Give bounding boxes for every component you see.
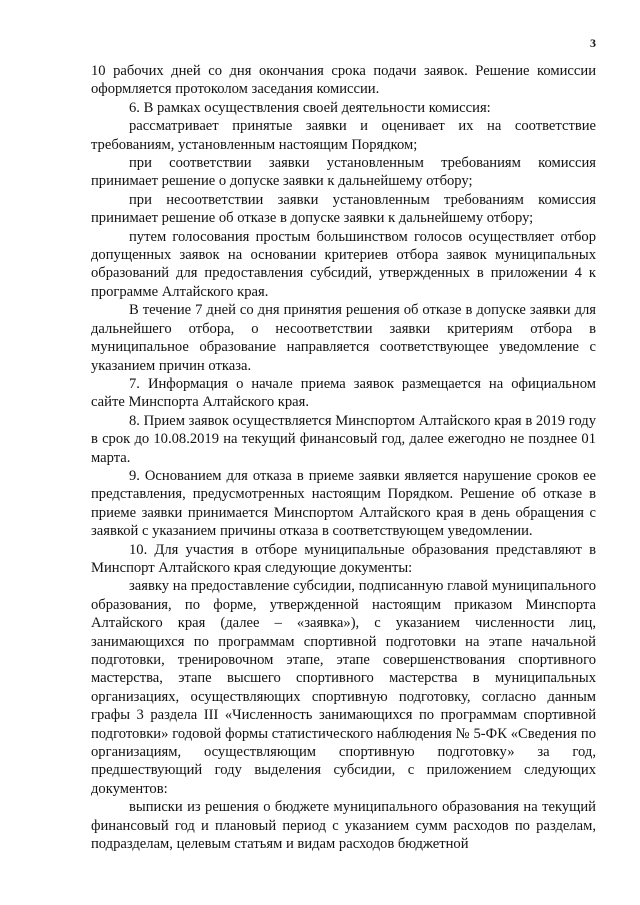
document-body <box>91 62 596 853</box>
paragraph-refusal-decision: при несоответствии заявки установленным требованиям комиссия принимает решение об отказе в допуске заявки к дальнейшему отбору; <box>91 191 596 227</box>
paragraph-item-9: 9. Основанием для отказа в приеме заявки является нарушение сроков ее представления, предусмотренных настоящим Порядком. Решение об отказе в приеме заявки принимается Минспортом Алтайского края в день обращения с заявкой с указанием причины отказа в соответствующем уведомлении. <box>91 467 596 540</box>
paragraph-voting-selection: путем голосования простым большинством голосов осуществляет отбор допущенных заявок на основании критериев отбора заявок муниципальных образований для предоставления субсидий, утвержденных в приложении 4 к программе Алтайского края. <box>91 228 596 300</box>
paragraph-continuation: 10 рабочих дней со дня окончания срока подачи заявок. Решение комиссии оформляется протоколом заседания комиссии. <box>91 63 596 98</box>
page-number: 3 <box>590 36 596 50</box>
paragraph-application-form: заявку на предоставление субсидии, подписанную главой муниципального образования, по форме, утвержденной настоящим приказом Минспорта Алтайского края (далее – «заявка»), с указанием численности лиц, занимающихся по программам спортивной подготовки на этапе начальной подготовки, тренировочном этапе, этапе совершенствования спортивного мастерства, этапе высшего спортивного мастерства в муниципальных организациях, осуществляющих спортивную подготовку, согласно данным графы 3 раздела III «Численность занимающихся по программам спортивной подготовки» годовой формы статистического наблюдения № 5-ФК «Сведения по организациям, осуществляющим спортивную подготовку» за год, предшествующий году выделения субсидии, с приложением следующих документов: <box>91 578 596 797</box>
paragraph-item-8: 8. Прием заявок осуществляется Минспортом Алтайского края в 2019 году в срок до 10.08.2019 на текущий финансовый год, далее ежегодно не позднее 01 марта. <box>91 412 596 466</box>
paragraph-item-6: 6. В рамках осуществления своей деятельности комиссия: <box>129 99 491 116</box>
paragraph-review-applications: рассматривает принятые заявки и оценивает их на соответствие требованиям, установленным настоящим Порядком; <box>91 118 596 153</box>
paragraph-item-10: 10. Для участия в отборе муниципальные образования представляют в Минспорт Алтайского края следующие документы: <box>91 541 596 576</box>
paragraph-admission-decision: при соответствии заявки установленным требованиям комиссия принимает решение о допуске заявки к дальнейшему отбору; <box>91 155 596 190</box>
paragraph-budget-extract: выписки из решения о бюджете муниципального образования на текущий финансовый год и плановый период с указанием сумм расходов по разделам, подразделам, целевым статьям и видам расходов бюджетной <box>91 799 596 853</box>
paragraph-refusal-notice: В течение 7 дней со дня принятия решения об отказе в допуске заявки для дальнейшего отбора, о несоответствии заявки критериям отбора в муниципальное образование направляется соответствующее уведомление с указанием причин отказа. <box>91 302 596 374</box>
paragraph-item-7: 7. Информация о начале приема заявок размещается на официальном сайте Минспорта Алтайского края. <box>91 375 596 411</box>
